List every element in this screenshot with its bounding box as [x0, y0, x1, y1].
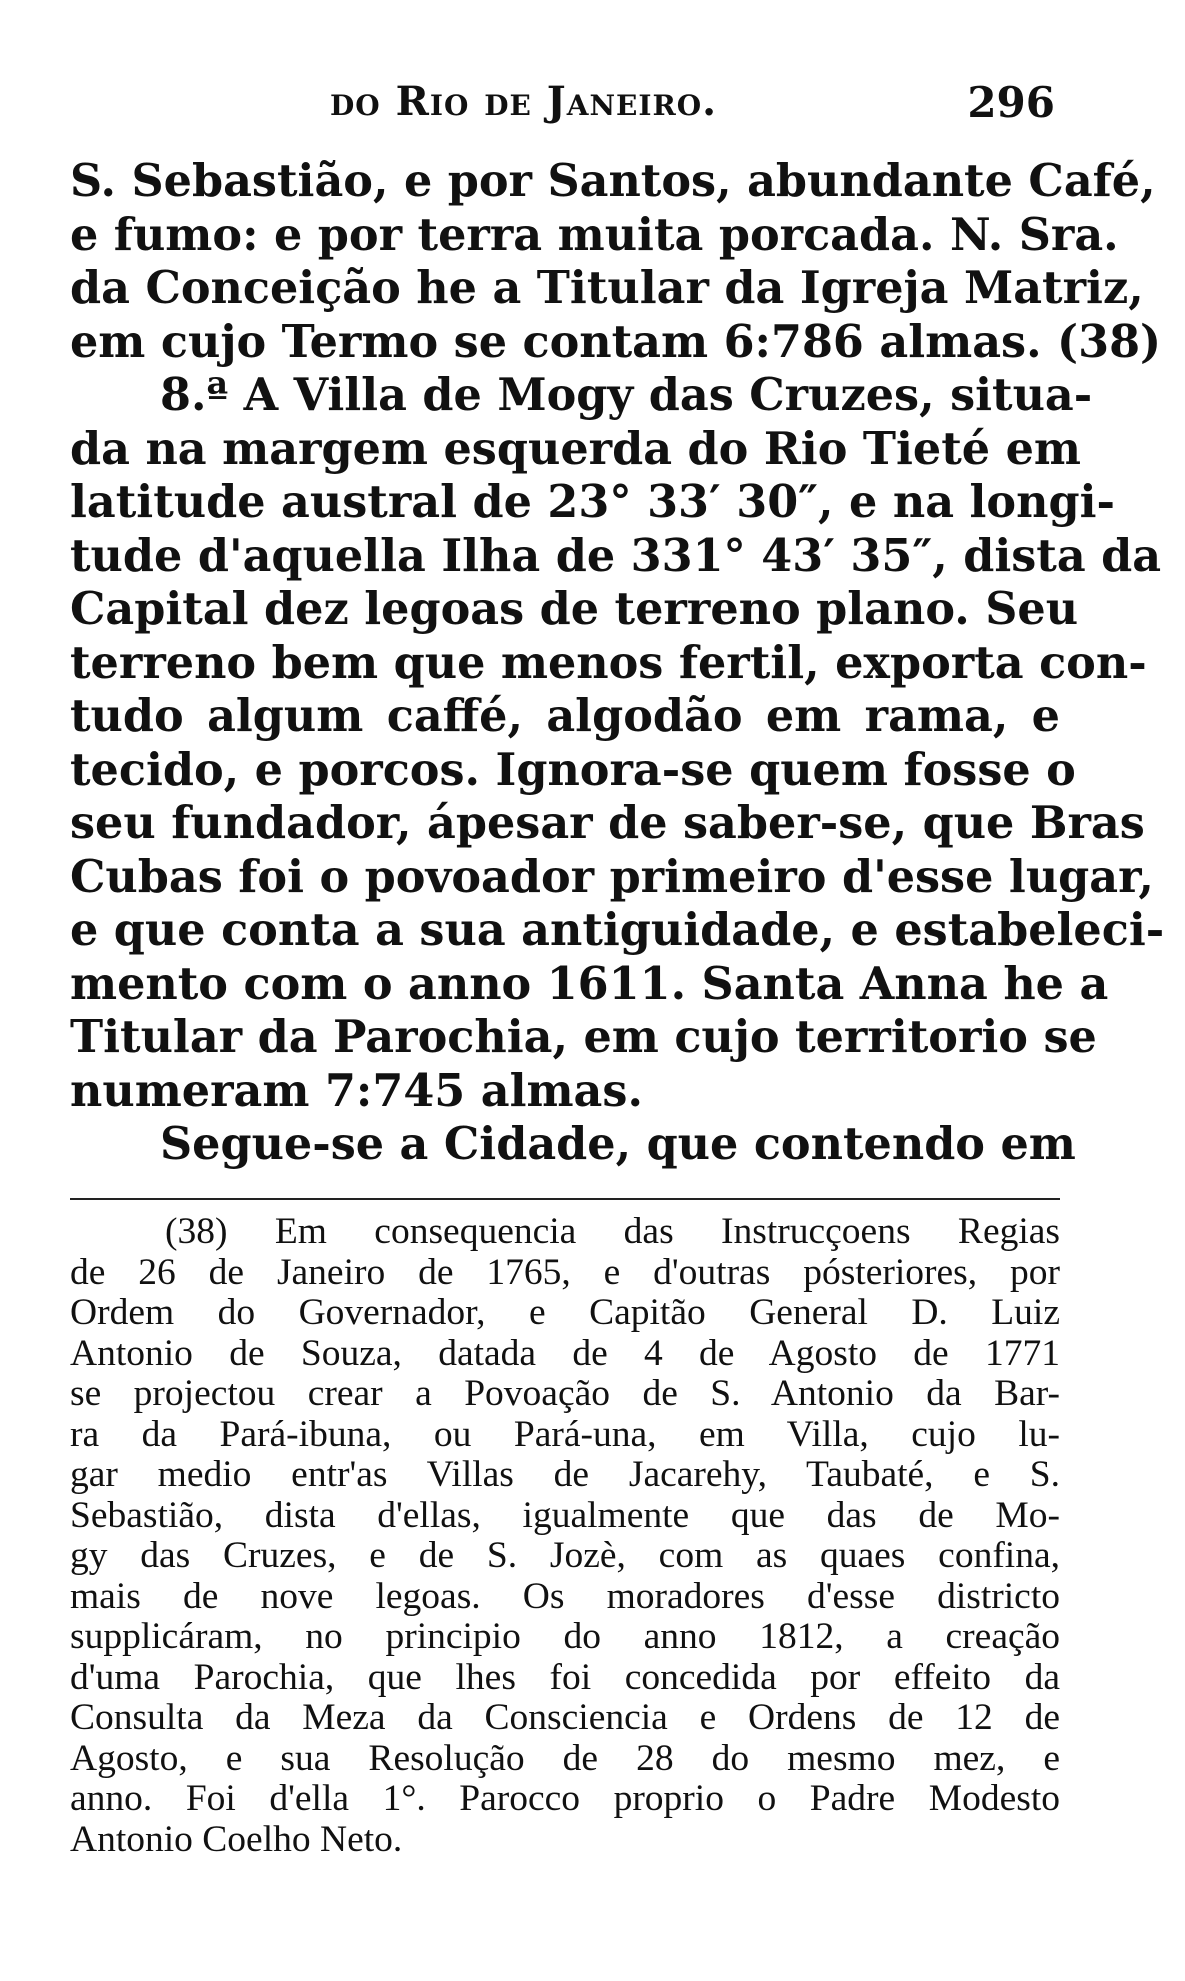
text-line: e que conta a sua antiguidade, e estabeleci- [70, 904, 1165, 956]
text-line: Segue-se a Cidade, que contendo em [160, 1118, 1076, 1170]
footnote-line: Agosto, e sua Resolução de 28 do mesmo mez, e [70, 1737, 1060, 1779]
footnote-line: supplicáram, no principio do anno 1812, a creação [70, 1616, 1060, 1657]
text-line: tecido, e porcos. Ignora-se quem fosse o [70, 743, 1076, 796]
main-text [70, 155, 1165, 1172]
footnote-line: mais de nove legoas. Os moradores d'esse districto [70, 1575, 1060, 1617]
footnote-line: Consulta da Meza da Consciencia e Ordens de 12 de [70, 1697, 1060, 1738]
running-title: do Rio de Janeiro. [330, 78, 718, 125]
text-line: Cubas foi o povoador primeiro d'esse lugar, [70, 850, 1154, 903]
footnote-line: d'uma Parochia, que lhes foi concedida por effeito da [70, 1656, 1060, 1698]
text-line: numeram 7:745 almas. [70, 1064, 643, 1117]
text-line: seu fundador, ápesar de saber-se, que Bras [70, 797, 1145, 849]
footnote-line: ra da Pará-ibuna, ou Pará-una, em Villa, cujo lu- [70, 1413, 1060, 1455]
footnote-line: de 26 de Janeiro de 1765, e d'outras pósteriores, por [70, 1251, 1060, 1293]
text-line: latitude austral de 23° 33′ 30″, e na longi- [70, 476, 1115, 528]
text-line: em cujo Termo se contam 6:786 almas. (38) [70, 315, 1162, 368]
footnote-divider [70, 1198, 1060, 1200]
footnote-line: Ordem do Governador, e Capitão General D. Luiz [70, 1292, 1060, 1333]
text-line: mento com o anno 1611. Santa Anna he a [70, 957, 1109, 1010]
footnote-line: Antonio Coelho Neto. [70, 1818, 403, 1860]
footnote-line: (38) Em consequencia das Instrucçoens Regias [165, 1211, 1060, 1252]
footnote-line: anno. Foi d'ella 1°. Parocco proprio o Padre Modesto [70, 1778, 1060, 1819]
page-header [70, 78, 1055, 138]
footnote [70, 1212, 1060, 1860]
text-line: da na margem esquerda do Rio Tieté em [70, 422, 1081, 475]
text-line: Titular da Parochia, em cujo territorio se [70, 1011, 1097, 1063]
text-line: S. Sebastião, e por Santos, abundante Café, [70, 155, 1156, 207]
text-line: Capital dez legoas de terreno plano. Seu [70, 583, 1079, 635]
footnote-line: gy das Cruzes, e de S. Jozè, com as quaes confina, [70, 1535, 1060, 1576]
footnote-line: gar medio entr'as Villas de Jacarehy, Taubaté, e S. [70, 1454, 1060, 1495]
text-line: tude d'aquella Ilha de 331° 43′ 35″, dista da [70, 529, 1162, 582]
text-line: 8.ª A Villa de Mogy das Cruzes, situa- [160, 369, 1093, 421]
text-line: tudo algum caffé, algodão em rama, e [70, 690, 1060, 742]
footnote-line: Sebastião, dista d'ellas, igualmente que das de Mo- [70, 1494, 1060, 1536]
footnote-line: se projectou crear a Povoação de S. Antonio da Bar- [70, 1373, 1060, 1414]
text-line: terreno bem que menos fertil, exporta con- [70, 636, 1147, 689]
text-line: da Conceição he a Titular da Igreja Matriz, [70, 262, 1144, 314]
text-line: e fumo: e por terra muita porcada. N. Sra. [70, 208, 1119, 261]
footnote-line: Antonio de Souza, datada de 4 de Agosto de 1771 [70, 1332, 1060, 1374]
page-number: 296 [967, 78, 1055, 127]
